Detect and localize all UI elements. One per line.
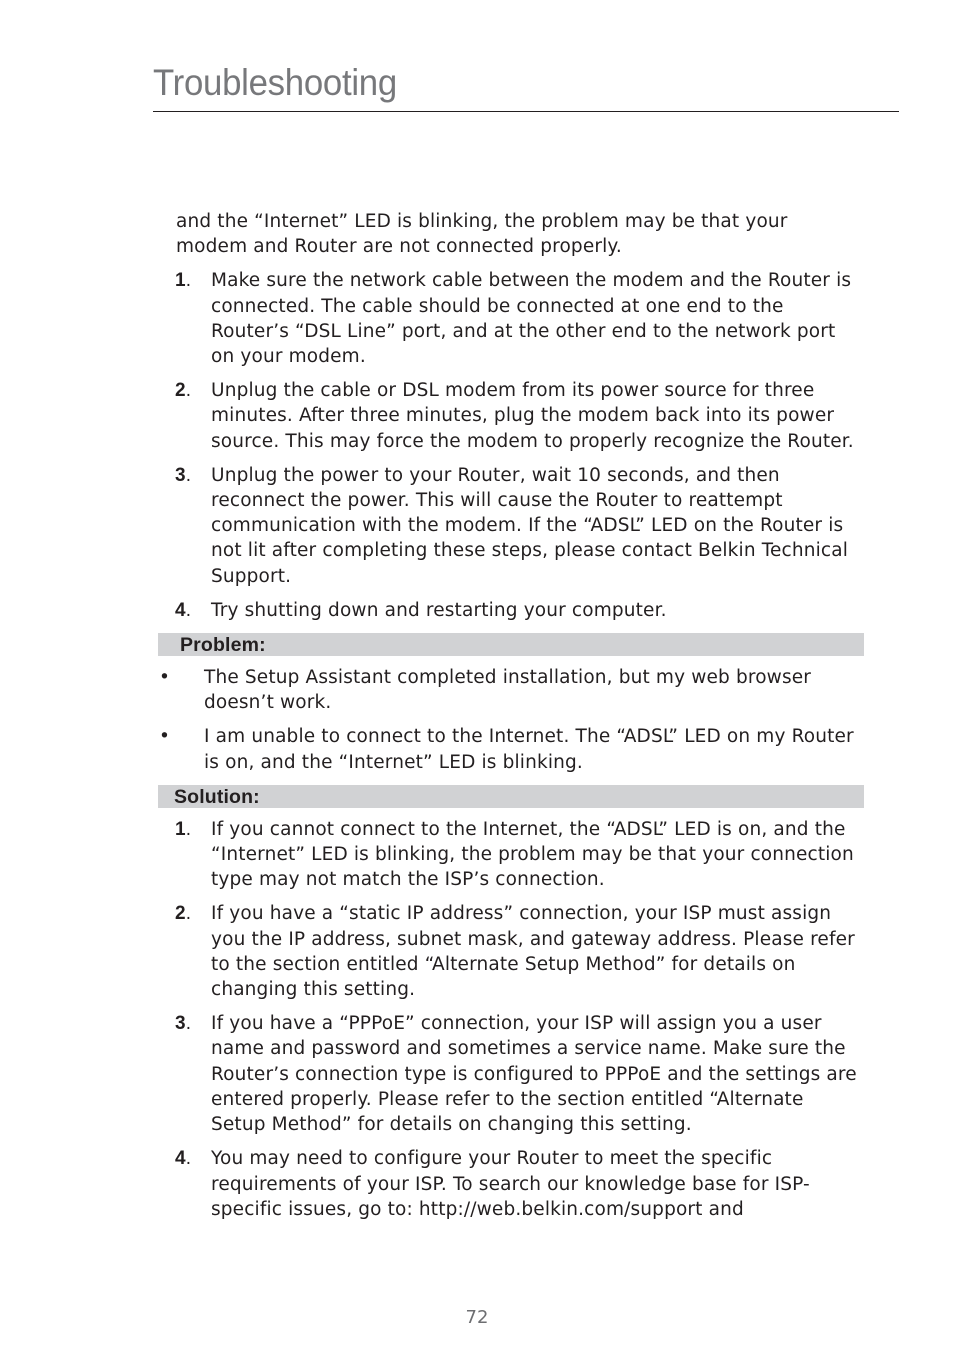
problem-text: I am unable to connect to the Internet. The “ADSL” LED on my Router is on, and the “Internet” LED is blinking. bbox=[204, 726, 854, 773]
steps-list-a bbox=[158, 268, 864, 623]
step-text: If you have a “static IP address” connection, your ISP must assign you the IP address, subnet mask, and gateway address. Please refer to the section entitled “Alternate Setup Method” for details on changing this setting. bbox=[211, 903, 855, 1001]
page-content bbox=[158, 209, 864, 1222]
step-number: 4. bbox=[175, 599, 192, 621]
step-text: If you have a “PPPoE” connection, your ISP will assign you a user name and password and sometimes a service name. Make sure the Router’s connection type is configured to PPPoE and the settings are entered properly. Please refer to the section entitled “Alternate Setup Method” for details on changing this setting. bbox=[211, 1013, 857, 1136]
page-number: 72 bbox=[465, 1307, 489, 1328]
solution-steps-list bbox=[158, 817, 864, 1222]
header-rule bbox=[153, 111, 899, 112]
solution-heading: Solution: bbox=[158, 785, 864, 808]
list-item bbox=[158, 598, 864, 623]
bullet-icon: • bbox=[159, 667, 171, 689]
problem-text: The Setup Assistant completed installation, but my web browser doesn’t work. bbox=[204, 667, 812, 714]
list-item bbox=[158, 1146, 864, 1222]
step-number: 2. bbox=[175, 380, 192, 402]
bullet-icon: • bbox=[159, 726, 171, 748]
list-item bbox=[158, 1011, 864, 1137]
list-item bbox=[158, 665, 864, 715]
list-item bbox=[158, 378, 864, 454]
step-number: 4. bbox=[175, 1148, 192, 1170]
problem-heading: Problem: bbox=[158, 633, 864, 656]
list-item bbox=[158, 724, 864, 774]
problem-list bbox=[158, 665, 864, 775]
list-item bbox=[158, 268, 864, 369]
step-text: If you cannot connect to the Internet, the “ADSL” LED is on, and the “Internet” LED is blinking, the problem may be that your connection type may not match the ISP’s connection. bbox=[211, 818, 854, 891]
step-text: You may need to configure your Router to meet the specific requirements of your ISP. To search our knowledge base for ISP-specific issues, go to: http://web.belkin.com/support and bbox=[211, 1148, 810, 1220]
step-number: 1. bbox=[175, 818, 192, 840]
list-item bbox=[158, 463, 864, 589]
list-item bbox=[158, 817, 864, 893]
step-text: Try shutting down and restarting your computer. bbox=[211, 599, 667, 621]
intro-text: and the “Internet” LED is blinking, the problem may be that your modem and Router are not connected properly. bbox=[176, 211, 788, 258]
step-text: Unplug the power to your Router, wait 10 seconds, and then reconnect the power. This will cause the Router to reattempt communication with the modem. If the “ADSL” LED on the Router is not lit after completing these steps, please contact Belkin Technical Support. bbox=[211, 464, 849, 587]
step-text: Unplug the cable or DSL modem from its power source for three minutes. After three minutes, plug the modem back into its power source. This may force the modem to properly recognize the Router. bbox=[211, 380, 854, 452]
step-text: Make sure the network cable between the modem and the Router is connected. The cable should be connected at one end to the Router’s “DSL Line” port, and at the other end to the network port on your modem. bbox=[211, 270, 852, 368]
list-item bbox=[158, 901, 864, 1002]
step-number: 2. bbox=[175, 903, 192, 925]
step-number: 1. bbox=[175, 270, 192, 292]
step-number: 3. bbox=[175, 1013, 192, 1035]
step-number: 3. bbox=[175, 464, 192, 486]
page-title: Troubleshooting bbox=[153, 62, 397, 103]
